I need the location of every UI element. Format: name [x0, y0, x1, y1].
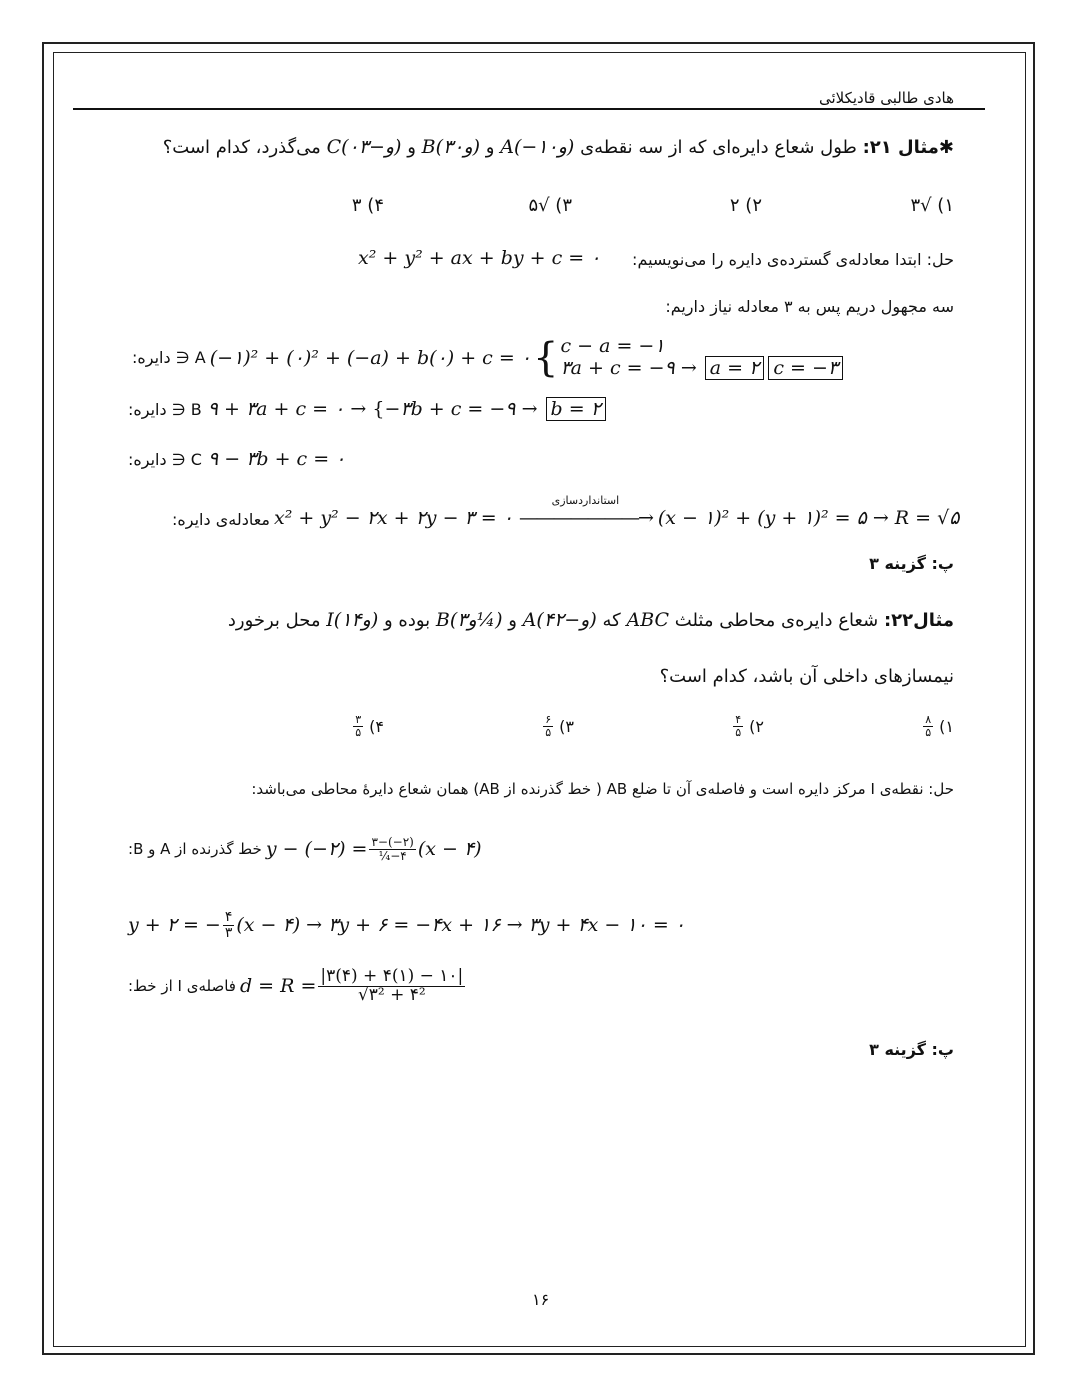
equation-b-body: ۹ + ۳a + c = ۰ →	[207, 398, 367, 420]
equation-c-label: C ∈ دایره:	[128, 450, 202, 469]
fraction-numerator: ۸	[925, 713, 932, 726]
solution-intro: حل: ابتدا معادله‌ی گسترده‌ی دایره را می‌نویسیم:	[632, 250, 954, 269]
example22-answer: پ: گزینه ۳	[869, 1040, 954, 1059]
equation-b-label: B ∈ دایره:	[128, 400, 202, 419]
option-number: ۲)	[749, 716, 764, 736]
distance-label: فاصله‌ی I از خط:	[128, 977, 236, 996]
simplified-equation	[128, 910, 685, 940]
line-ab-label: خط گذرنده از A و B:	[128, 840, 262, 859]
point-b: B(۳و¼)	[435, 609, 503, 631]
question-text: بوده و	[383, 610, 431, 631]
equation-b: B ∈ دایره: ۹ + ۳a + c = ۰ → {−۳b + c = −۹ → b = ۲	[128, 398, 608, 420]
fraction-numerator: ۴	[224, 909, 233, 925]
and-word: و	[508, 610, 517, 631]
fraction-numerator: ۴	[735, 713, 742, 726]
final-equation-label: معادله‌ی دایره:	[172, 510, 270, 529]
equation-a: A ∈ دایره: (−۱)² + (۰)² + (−a) + b(۰) + c = ۰ { c − a = −۱ ۳a + c = −۹ → a = ۲ c = −۳	[132, 336, 845, 380]
header-author: هادی طالبی قادیکلائی	[818, 89, 954, 107]
point-a: A(۴و−۲)	[522, 609, 597, 631]
equation-b-system: −۳b + c = −۹	[384, 398, 516, 420]
distance-left: d = R =	[239, 975, 317, 998]
answer-box-b: b = ۲	[546, 397, 606, 421]
and-word: و	[407, 137, 416, 158]
point-a: A(−۱و۰)	[500, 136, 575, 158]
option-3: ۳) √۵	[528, 195, 572, 216]
point-i: I(۱و۴)	[326, 609, 379, 631]
example22-question-line2: نیمسازهای داخلی آن باشد، کدام است؟	[659, 666, 954, 687]
equation-c-body: ۹ − ۳b + c = ۰	[207, 448, 346, 470]
option-4	[351, 714, 384, 738]
distance-equation	[128, 968, 467, 1005]
fraction-denominator: ۵	[735, 725, 742, 739]
example21-question-text: طول شعاع دایره‌ای که از سه نقطه‌ی	[580, 137, 857, 158]
fraction-denominator: ۵	[355, 725, 362, 739]
distance-denominator: √۳² + ۴²	[357, 984, 426, 1005]
example21-question: ✱مثال ۲۱: طول شعاع دایره‌ای که از سه نقطه‌ی A(−۱و۰) و B(۳و۰) و C(۰و−۳) می‌گذرد، کدام است؟	[162, 136, 954, 158]
question-text: که	[602, 610, 621, 631]
simplified-left: y + ۲ = −	[128, 914, 221, 937]
solution-note: سه مجهول دریم پس به ۳ معادله نیاز داریم:	[665, 297, 954, 316]
equation-c	[128, 448, 345, 470]
fraction-denominator: ۵	[925, 725, 932, 739]
example22-label: مثال۲۲:	[883, 610, 954, 631]
equation-a-body: (−۱)² + (۰)² + (−a) + b(۰) + c = ۰	[209, 346, 532, 369]
line-ab-left: y − (−۲) =	[265, 838, 368, 861]
option-number: ۴)	[369, 716, 384, 736]
answer-box-c: c = −۳	[768, 356, 843, 380]
fraction-numerator: ۳	[355, 713, 362, 726]
final-equation: معادله‌ی دایره: x² + y² − ۲x + ۲y − ۳ = ۰ استانداردسازی ———————→ (x − ۱)² + (y + ۱)² = ۵ → R = √۵	[172, 494, 960, 529]
triangle-name: ABC	[626, 609, 670, 631]
option-number: ۱)	[939, 716, 954, 736]
answer-box-a: a = ۲	[705, 356, 765, 380]
option-1: ۱) √۳	[910, 195, 954, 216]
point-b: B(۳و۰)	[421, 136, 481, 158]
option-4: ۴) ۳	[351, 195, 384, 216]
option-1	[921, 714, 954, 738]
line-ab-equation	[128, 836, 482, 862]
question-text: شعاع دایره‌ی محاطی مثلث	[674, 610, 879, 631]
question-text: محل برخورد	[227, 610, 321, 631]
simplified-right: (x − ۴) → ۳y + ۶ = −۴x + ۱۶ → ۳y + ۴x − ۱۰ = ۰	[236, 914, 685, 937]
option-number: ۳)	[559, 716, 574, 736]
point-c: C(۰و−۳)	[326, 136, 402, 158]
header-rule	[73, 108, 985, 110]
system-a-line1: c − a = −۱	[560, 335, 665, 357]
option-3	[541, 714, 574, 738]
system-a-line2: ۳a + c = −۹	[560, 356, 675, 379]
example21-answer: پ: گزینه ۳	[869, 554, 954, 573]
example21-label: مثال ۲۱:	[862, 137, 939, 158]
equation-a-label: A ∈ دایره:	[132, 348, 206, 368]
fraction-denominator: ۵	[545, 725, 552, 739]
page-number: ۱۶	[532, 1290, 550, 1309]
final-equation-body: x² + y² − ۲x + ۲y − ۳ = ۰	[273, 507, 513, 529]
line-ab-right: (x − ۴)	[417, 838, 482, 861]
fraction-numerator: ۶	[545, 713, 552, 726]
example22-solution: حل: نقطه‌ی I مرکز دایره است و فاصله‌ی آن تا ضلع AB ( خط گذرنده از AB) همان شعاع دایرهٔ محاطی می‌باشد:	[251, 780, 954, 798]
option-2: ۲) ۲	[729, 195, 762, 216]
example21-question-end: می‌گذرد، کدام است؟	[162, 137, 321, 158]
and-word: و	[485, 137, 495, 158]
slope-numerator: ۳−(−۲)	[371, 835, 414, 849]
final-standard-form: (x − ۱)² + (y + ۱)² = ۵ → R = √۵	[657, 507, 960, 529]
example22-question-line1	[228, 609, 954, 631]
slope-denominator: ¼−۴	[378, 848, 407, 863]
distance-numerator: |۳(۴) + ۴(۱) − ۱۰|	[320, 966, 464, 986]
general-equation: x² + y² + ax + by + c = ۰	[358, 247, 601, 269]
standardization-label: استانداردسازی	[551, 494, 620, 507]
option-2	[731, 714, 764, 738]
fraction-denominator: ۳	[224, 924, 233, 941]
